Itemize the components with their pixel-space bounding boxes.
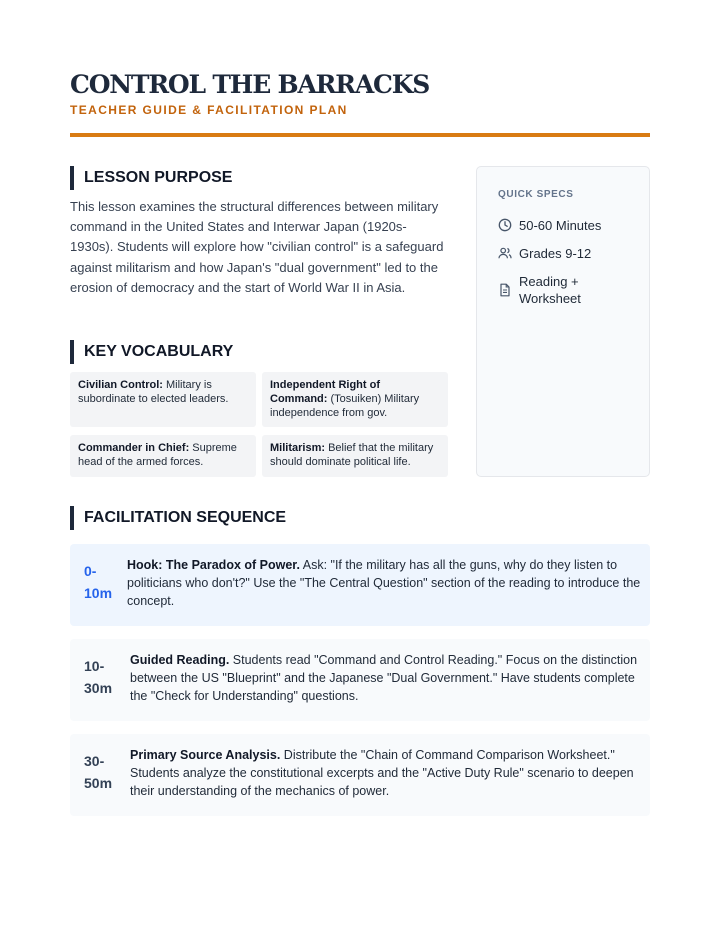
step-time: 10-30m	[84, 658, 113, 696]
vocab-definition: Military is subordinate to elected leaders.	[78, 379, 229, 405]
facilitation-step-hook	[70, 544, 650, 626]
vocab-term: Civilian Control:	[78, 379, 163, 391]
step-body: Distribute the "Chain of Command Comparison Worksheet." Students analyze the constitutional excerpts and the "Active Duty Rule" scenario to deepen their understanding of the mechanics of power.	[130, 748, 634, 798]
step-title: Hook: The Paradox of Power.	[127, 558, 300, 572]
page-title: CONTROL THE BARRACKS	[70, 70, 430, 99]
vocab-definition: Supreme head of the armed forces.	[78, 442, 237, 468]
page-subtitle: TEACHER GUIDE & FACILITATION PLAN	[70, 103, 348, 117]
vocab-definition: (Tosuiken) Military independence from gov.	[270, 393, 420, 419]
step-body: Students read "Command and Control Reading." Focus on the distinction between the US "Blueprint" and the Japanese "Dual Government." Have students complete the "Check for Understanding" questions.	[130, 653, 638, 703]
vocab-card-militarism	[262, 435, 448, 477]
step-description	[130, 651, 642, 705]
step-time: 0-10m	[84, 563, 113, 601]
spec-duration	[498, 217, 601, 234]
spec-materials-text: Reading + Worksheet	[519, 274, 581, 306]
facilitation-step-primary-source	[70, 734, 650, 816]
vocab-term: Independent Right of Command:	[270, 379, 380, 405]
clock-icon	[498, 218, 512, 232]
spec-grades	[498, 245, 591, 262]
vocab-card-commander-in-chief	[70, 435, 256, 477]
vocab-term: Militarism:	[270, 442, 326, 454]
facilitation-step-guided-reading	[70, 639, 650, 721]
quick-specs-panel	[476, 166, 650, 477]
document-icon	[498, 283, 512, 297]
vocab-card-civilian-control	[70, 372, 256, 427]
lesson-purpose-text: This lesson examines the structural differences between military command in the United States and Interwar Japan (1920s-1930s). Students will explore how "civilian control" is a safeguard against militarism and how Japan's "dual government" led to the erosion of democracy and the start of World War II in Asia.	[70, 199, 444, 295]
vocab-card-independent-right	[262, 372, 448, 427]
step-description	[127, 556, 642, 610]
users-icon	[498, 246, 512, 260]
facilitation-sequence-heading: FACILITATION SEQUENCE	[70, 506, 286, 530]
vocab-definition: Belief that the military should dominate political life.	[270, 442, 434, 468]
step-title: Primary Source Analysis.	[130, 748, 281, 762]
step-body: Ask: "If the military has all the guns, why do they listen to politicians who don't?" Use the "The Central Question" section of the reading to introduce the concept.	[127, 558, 641, 608]
key-vocabulary-heading: KEY VOCABULARY	[70, 340, 233, 364]
spec-materials	[498, 273, 598, 307]
quick-specs-title: QUICK SPECS	[498, 189, 574, 200]
vocab-term: Commander in Chief:	[78, 442, 190, 454]
step-description	[130, 746, 642, 800]
spec-duration-text: 50-60 Minutes	[519, 218, 602, 233]
header-divider	[70, 133, 650, 137]
step-time: 30-50m	[84, 753, 113, 791]
lesson-purpose-heading: LESSON PURPOSE	[70, 166, 232, 190]
spec-grades-text: Grades 9-12	[519, 246, 592, 261]
step-title: Guided Reading.	[130, 653, 230, 667]
